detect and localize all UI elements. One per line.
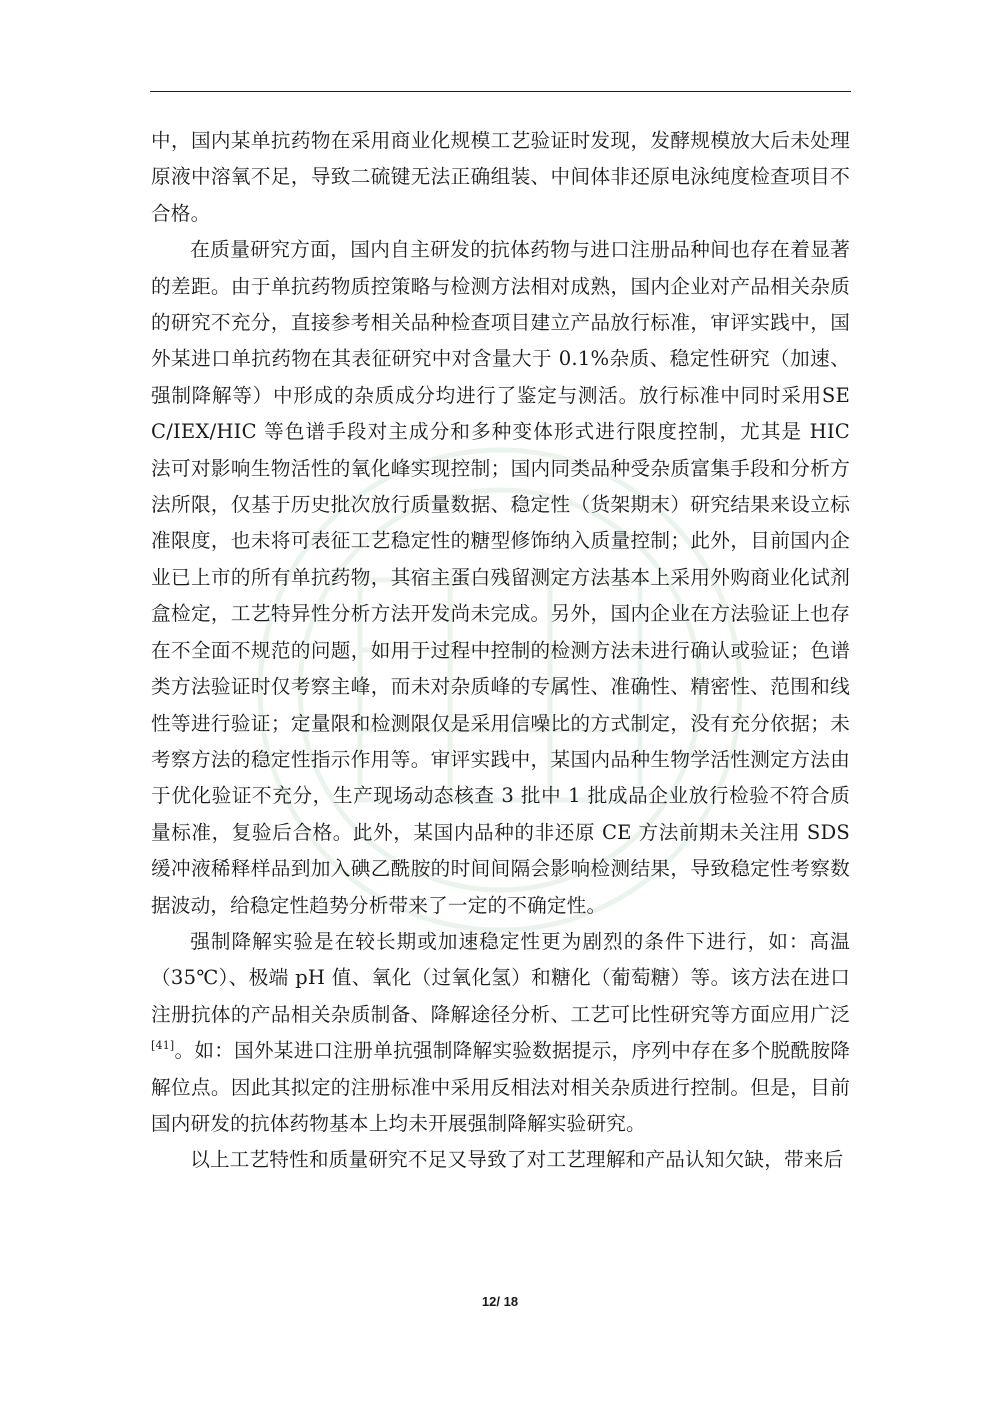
page-number: 12/ 18 xyxy=(481,1294,519,1309)
header-rule xyxy=(150,91,851,92)
paragraph-text-after-citation: 。如：国外某进口注册单抗强制降解实验数据提示，序列中存在多个脱酰胺降解位点。因此其拟定的注册标准中采用反相法对相关杂质进行控制。但是，目前国内研发的抗体药物基本上均未开展强制降解实验研究。 xyxy=(151,1039,850,1135)
citation-41[interactable]: [41] xyxy=(151,1039,175,1053)
paragraph-continuation: 中，国内某单抗药物在采用商业化规模工艺验证时发现，发酵规模放大后未处理原液中溶氧不足，导致二硫键无法正确组装、中间体非还原电泳纯度检查项目不合格。 xyxy=(151,129,850,225)
paragraph-quality-research: 在质量研究方面，国内自主研发的抗体药物与进口注册品种间也存在着显著的差距。由于单抗药物质控策略与检测方法相对成熟，国内企业对产品相关杂质的研究不充分，直接参考相关品种检查项目建立产品放行标准，审评实践中，国外某进口单抗药物在其表征研究中对含量大于 0.1%杂质、稳定性研究（加速、强制降解等）中形成的杂质成分均进行了鉴定与测活。放行标准中同时采用SEC/IEX/HIC 等色谱手段对主成分和多种变体形式进行限度控制，尤其是 HIC 法可对影响生物活性的氧化峰实现控制；国内同类品种受杂质富集手段和分析方法所限，仅基于历史批次放行质量数据、稳定性（货架期末）研究结果来设立标准限度，也未将可表征工艺稳定性的糖型修饰纳入质量控制；此外，目前国内企业已上市的所有单抗药物，其宿主蛋白残留测定方法基本上采用外购商业化试剂盒检定，工艺特异性分析方法开发尚未完成。另外，国内企业在方法验证上也存在不全面不规范的问题，如用于过程中控制的检测方法未进行确认或验证；色谱类方法验证时仅考察主峰，而未对杂质峰的专属性、准确性、精密性、范围和线性等进行验证；定量限和检测限仅是采用信噪比的方式制定，没有充分依据；未考察方法的稳定性指示作用等。审评实践中，某国内品种生物学活性测定方法由于优化验证不充分，生产现场动态核查 3 批中 1 批成品企业放行检验不符合质量标准，复验后合格。此外，某国内品种的非还原 CE 方法前期未关注用 SDS 缓冲液稀释样品到加入碘乙酰胺的时间间隔会影响检测结果，导致稳定性考察数据波动，给稳定性趋势分析带来了一定的不确定性。 xyxy=(151,238,850,917)
paragraph-text-before-citation: 强制降解实验是在较长期或加速稳定性更为剧烈的条件下进行，如：高温（35℃）、极端 pH 值、氧化（过氧化氢）和糖化（葡萄糖）等。该方法在进口注册抗体的产品相关杂质制备、降解途径分析、工艺可比性研究等方面应用广泛 xyxy=(151,929,850,1026)
paragraph-forced-degradation xyxy=(151,924,850,1142)
paragraph-conclusion-start: 以上工艺特性和质量研究不足又导致了对工艺理解和产品认知欠缺，带来后 xyxy=(190,1148,844,1172)
document-body xyxy=(151,123,850,1179)
